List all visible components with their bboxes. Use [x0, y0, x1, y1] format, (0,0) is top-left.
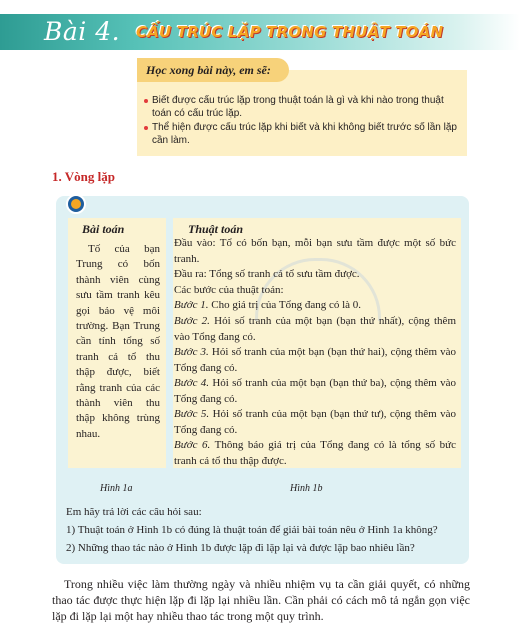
algorithm-title: Thuật toán — [188, 222, 244, 236]
lesson-number: Bài 4. — [44, 17, 121, 46]
algorithm-step: Bước 1. Cho giá trị của Tổng đang có là 0. — [174, 299, 362, 311]
algorithm-step: Bước 5. Hỏi số tranh của một bạn (bạn thứ tư), cộng thêm vào Tổng đang có. — [174, 408, 456, 436]
algorithm-line: Đầu ra: Tổng số tranh cả tổ sưu tầm được. — [174, 268, 360, 280]
objective-item: Thể hiện được cấu trúc lặp khi biết và khi không biết trước số lần lặp cần làm. — [152, 122, 457, 146]
lesson-title: CẤU TRÚC LẶP TRONG THUẬT TOÁN — [136, 23, 444, 41]
objectives-heading: Học xong bài này, em sẽ: — [146, 63, 271, 77]
bullet-icon — [144, 126, 148, 130]
algorithm-step: Bước 2. Hỏi số tranh của một bạn (bạn thứ nhất), cộng thêm vào Tổng đang có. — [174, 315, 456, 343]
problem-title: Bài toán — [82, 222, 125, 236]
algorithm-step: Bước 6. Thông báo giá trị của Tổng đang có là tổng số bức tranh cả tổ thu thập được. — [174, 439, 456, 467]
bullet-icon — [144, 99, 148, 103]
question-intro: Em hãy trả lời các câu hỏi sau: — [66, 506, 202, 518]
caption-figure-1a: Hình 1a — [100, 483, 133, 494]
activity-icon — [66, 194, 86, 214]
problem-text: Tố của bạn Trung có bốn thành viên cùng sưu tầm tranh kêu gọi bảo vệ môi trường. Bạn Trung cần tính tổng số tranh cả tổ thu thập được, biết rằng tranh của các thành viên thu thập không trùng nhau. — [76, 243, 160, 440]
algorithm-line: Các bước của thuật toán: — [174, 284, 284, 296]
question-item: 1) Thuật toán ở Hình 1b có đúng là thuật toán để giải bài toán nêu ở Hình 1a không? — [66, 524, 438, 536]
caption-figure-1b: Hình 1b — [290, 483, 323, 494]
algorithm-step: Bước 4. Hỏi số tranh của một bạn (bạn thứ ba), cộng thêm vào Tổng đang có. — [174, 377, 456, 405]
objective-item: Biết được cấu trúc lặp trong thuật toán là gì và khi nào trong thuật toán có cấu trúc lặp. — [152, 95, 444, 119]
question-item: 2) Những thao tác nào ở Hình 1b được lặp đi lặp lại và được lặp bao nhiêu lần? — [66, 542, 415, 554]
algorithm-line: Đầu vào: Tổ có bốn bạn, mỗi bạn sưu tầm được một số bức tranh. — [174, 237, 456, 265]
body-paragraph: Trong nhiều việc làm thường ngày và nhiều nhiệm vụ ta cần giải quyết, có những thao tác được thực hiện lặp đi lặp lại nhiều lần. Cần phải có cách mô tả ngắn gọn việc lặp đi lặp lại một hay nhiều thao tác trong một quy trình. — [52, 577, 470, 623]
section-heading: 1. Vòng lặp — [52, 169, 115, 184]
algorithm-step: Bước 3. Hỏi số tranh của một bạn (bạn thứ hai), cộng thêm vào Tổng đang có. — [174, 346, 456, 374]
